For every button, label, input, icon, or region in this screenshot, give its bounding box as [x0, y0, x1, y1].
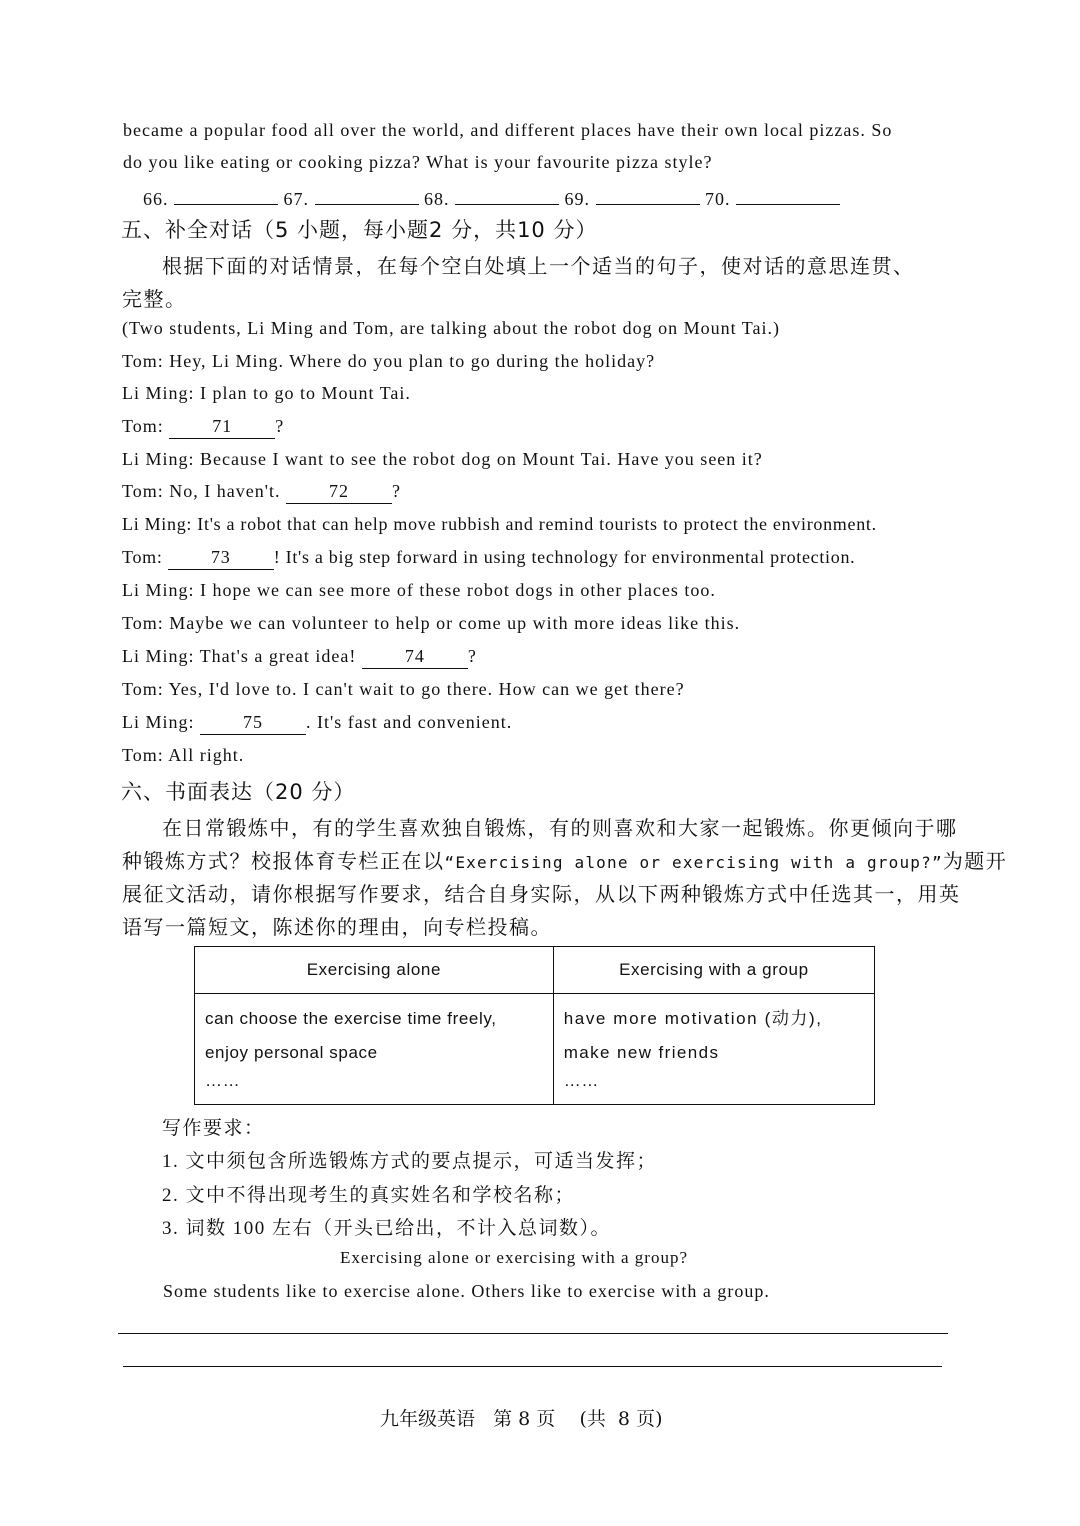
table-cell-alone [195, 994, 554, 1105]
dialogue-line-9: Tom: Maybe we can volunteer to help or come up with more ideas like this. [122, 613, 741, 633]
section-6-title: 六、书面表达（20 分） [121, 780, 356, 804]
dialogue-text: . It's fast and convenient. [306, 712, 513, 732]
writing-prompt-1: 在日常锻炼中，有的学生喜欢独自锻炼，有的则喜欢和大家一起锻炼。你更倾向于哪 [162, 818, 958, 840]
table-header-group: Exercising with a group [553, 947, 874, 994]
answer-number-67: 67. [283, 189, 309, 209]
dialogue-speaker: Tom: [122, 416, 170, 436]
answer-blank-68[interactable] [455, 184, 559, 205]
dialogue-speaker: Tom: [122, 547, 168, 567]
dialogue-line-13: Tom: All right. [122, 745, 245, 765]
table-line: can choose the exercise time freely, [205, 1009, 497, 1028]
answer-blank-66[interactable] [174, 184, 278, 205]
prompt-text: 为题开 [942, 851, 1008, 873]
dialogue-blank-73[interactable]: 73 [168, 548, 274, 570]
dialogue-blank-75[interactable]: 75 [200, 713, 306, 735]
prompt-topic-quote: “Exercising alone or exercising with a group?” [444, 853, 943, 872]
requirements-title: 写作要求： [162, 1118, 265, 1139]
answer-blank-69[interactable] [596, 184, 700, 205]
dialogue-line-8: Li Ming: I hope we can see more of these robot dogs in other places too. [122, 580, 716, 600]
passage-line-2: do you like eating or cooking pizza? What is your favourite pizza style? [123, 152, 713, 172]
dialogue-blank-71[interactable]: 71 [169, 417, 275, 439]
answer-blank-67[interactable] [315, 184, 419, 205]
answer-number-69: 69. [564, 189, 590, 209]
essay-title: Exercising alone or exercising with a group? [340, 1248, 689, 1267]
answer-number-70: 70. [705, 189, 731, 209]
table-line: have more motivation (动力), [563, 1009, 823, 1028]
table-header-alone: Exercising alone [195, 947, 554, 994]
requirement-2: 2. 文中不得出现考生的真实姓名和学校名称； [162, 1185, 576, 1206]
answer-number-68: 68. [424, 189, 450, 209]
exercise-options-table [194, 946, 875, 1105]
section-5-instruction-1: 根据下面的对话情景，在每个空白处填上一个适当的句子，使对话的意思连贯、 [162, 256, 915, 278]
table-line: …… [563, 1071, 599, 1090]
section-5-instruction-2: 完整。 [122, 289, 187, 311]
section-5-title: 五、补全对话（5 小题，每小题2 分，共10 分） [121, 218, 598, 242]
dialogue-line-5 [122, 481, 401, 504]
writing-line-1[interactable] [118, 1333, 948, 1334]
table-line: make new friends [563, 1043, 720, 1062]
dialogue-text: ! It's a big step forward in using technology for environmental protection. [273, 547, 856, 567]
essay-opening: Some students like to exercise alone. Others like to exercise with a group. [163, 1281, 770, 1301]
answer-blanks-row [143, 184, 840, 210]
dialogue-line-12 [122, 712, 512, 735]
table-line: enjoy personal space [205, 1043, 378, 1062]
requirement-3: 3. 词数 100 左右（开头已给出，不计入总词数）。 [162, 1218, 612, 1239]
dialogue-line-3 [122, 416, 284, 439]
prompt-text: 种锻炼方式？校报体育专栏正在以 [122, 851, 445, 873]
dialogue-line-6: Li Ming: It's a robot that can help move rubbish and remind tourists to protect the environment. [122, 514, 877, 534]
writing-prompt-3: 展征文活动，请你根据写作要求，结合自身实际，从以下两种锻炼方式中任选其一，用英 [122, 884, 961, 906]
requirement-1: 1. 文中须包含所选锻炼方式的要点提示，可适当发挥； [162, 1151, 658, 1172]
dialogue-line-4: Li Ming: Because I want to see the robot dog on Mount Tai. Have you seen it? [122, 449, 763, 469]
dialogue-blank-72[interactable]: 72 [286, 482, 392, 504]
dialogue-line-1: Tom: Hey, Li Ming. Where do you plan to go during the holiday? [122, 351, 656, 371]
writing-prompt-4: 语写一篇短文，陈述你的理由，向专栏投稿。 [122, 917, 552, 939]
dialogue-line-11: Tom: Yes, I'd love to. I can't wait to go there. How can we get there? [122, 679, 685, 699]
page-footer: 九年级英语 第 8 页 (共 8 页) [380, 1408, 663, 1430]
dialogue-punct: ? [275, 416, 285, 436]
writing-prompt-2 [122, 845, 1007, 874]
dialogue-line-7 [122, 547, 855, 570]
dialogue-text: Li Ming: That's a great idea! [122, 646, 362, 666]
dialogue-text: Tom: No, I haven't. [122, 481, 286, 501]
dialogue-blank-74[interactable]: 74 [362, 647, 468, 669]
dialogue-speaker: Li Ming: [122, 712, 201, 732]
table-line: …… [205, 1071, 241, 1090]
writing-line-2[interactable] [123, 1366, 942, 1367]
dialogue-punct: ? [467, 646, 477, 666]
dialogue-line-10 [122, 646, 477, 669]
dialogue-line-2: Li Ming: I plan to go to Mount Tai. [122, 383, 411, 403]
table-cell-group [553, 994, 874, 1105]
answer-number-66: 66. [143, 189, 169, 209]
answer-blank-70[interactable] [736, 184, 840, 205]
dialogue-punct: ? [391, 481, 401, 501]
dialogue-context: (Two students, Li Ming and Tom, are talking about the robot dog on Mount Tai.) [122, 318, 780, 338]
passage-line-1: became a popular food all over the world, and different places have their own local pizzas. So [123, 120, 893, 140]
